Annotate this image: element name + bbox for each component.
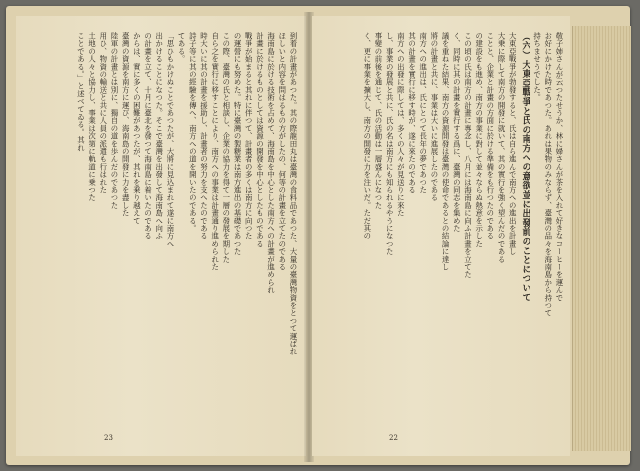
- text-column: からは、實に多くの困難があつたが、其れを乗り越えて: [132, 32, 142, 225]
- right-page-text: [318, 32, 564, 416]
- text-column: 敬子姉さんが云つたせうか、林に婦さんが茶を入れて好きなコーヒーを運んで: [555, 32, 564, 302]
- text-column: 將の計畫と共に、事業は大いに進展したのである: [429, 32, 439, 202]
- text-column: 詩子等に其の經驗を傳へ、南方への道を開いたのである。: [188, 32, 198, 233]
- text-column: 計畫に於けるものとしては資源の開發を中心としたものである: [255, 32, 265, 248]
- text-column: 自ら之を實行に移すことにより、南方への事業は計畫通り進められた: [210, 32, 220, 271]
- text-column: この際、臺灣の氏と相談し、企業の協力を得て一層の發展を期した: [221, 32, 231, 263]
- text-column: 土地の人々と協力し、事業は次第に軌道に乗つた: [87, 32, 97, 202]
- text-column: 其の計畫を實行に移す時が、遂に來たのである: [407, 32, 417, 194]
- text-column: 南方への進出は、氏にとつて長年の夢であつた: [418, 32, 428, 194]
- text-column: 海南島に於ける技術を占めて、海南島を中心とした南方への計畫が進められ: [266, 32, 276, 294]
- text-column: の計畫を立て、十月に臺北を發つて海南島に着いたのである: [143, 32, 153, 240]
- text-column: 出かけることになつた。そこで臺灣を出發して海南島へ向ふ: [154, 32, 164, 240]
- text-column: ことである。」と述べてゐる。其れ: [76, 32, 86, 152]
- left-page-text: [28, 32, 298, 416]
- text-column: この頃の氏は南方の計畫に專念し、八月には海南島に向ふ計畫を立てた: [463, 32, 473, 279]
- text-column: ことと、企業と計畫の方面に於ける準備をも行つたのである: [485, 32, 495, 240]
- text-column: く、更に事業を擴大し、南方の開發に力を注いだ。ただ其の: [362, 32, 372, 240]
- text-column: お好にかけた時であつた。あれは果物のみならず、臺灣の品々を海南島から持つて: [543, 32, 553, 317]
- text-column: 戰爭が始まると其れに伴つて、計畫者の多くは南方に向つた: [244, 32, 254, 240]
- text-column: し、事業の發展と共に、氏の名は南方にも知られるやうになつた: [385, 32, 395, 256]
- text-column: 議を重ねた結果、南方の資源開發は臺灣の使命であるとの結論に達し: [441, 32, 451, 271]
- text-column: 到着の計畫があつた。其の際龍田丸は臺灣の食料品であつた、大量の臺灣物資をとつて運ばれ: [289, 32, 298, 356]
- text-column: 臺灣の資源を南方に運び、海南島の開發に力を盡した: [121, 32, 131, 217]
- left-page-number: 23: [104, 434, 113, 442]
- text-column: 陸軍の計畫とは別に、獨自の道を歩んだのであつた: [110, 32, 119, 210]
- text-column: 持ちませうでした。: [532, 32, 542, 102]
- open-book: [6, 6, 630, 465]
- text-column: 時大いに其の計畫を援助し、計畫者の努力を支へたのである: [199, 32, 209, 240]
- text-column: 事變の前後を通じて、氏の活動は一層盛んになつた: [374, 32, 383, 210]
- text-column: 「思ひもかけぬことであつたが、大將に見込まれて遂に南方へ: [165, 32, 175, 248]
- section-heading: （六）大東亞戰爭と氏の南方への意欲並に出發前のことについて: [520, 32, 531, 302]
- right-page: [312, 16, 570, 456]
- text-column: の建設をも進め、南方の事業に對して並々ならぬ熱意を示した: [474, 32, 484, 248]
- page-edges: [572, 26, 631, 451]
- text-column: てある。: [177, 32, 187, 63]
- text-column: く、同時に其の計畫を實行する爲に、臺灣の同志を集めた: [452, 32, 462, 233]
- right-page-number: 22: [389, 434, 398, 442]
- text-column: 大乗に際して南方の開發に就いて、其の實行を強く望んだのである: [497, 32, 507, 263]
- text-column: の運營にも努めた。特に臺灣の製糖業は南方進出の基礎であつた: [233, 32, 243, 256]
- left-page: [16, 16, 306, 456]
- text-column: 南方への出發に際しては、多くの人々が見送りに來た: [396, 32, 406, 217]
- text-column: 大東亞戰爭が勃發すると、氏は自ら進んで南方への進出を計畫し: [508, 32, 518, 256]
- text-column: 用ひ、物資の輸送と共に人員の派遣も行はれた: [98, 32, 108, 194]
- text-column: ほしいと内容を問はるもの方がしたの、何等の計畫を立てたのである: [277, 32, 287, 271]
